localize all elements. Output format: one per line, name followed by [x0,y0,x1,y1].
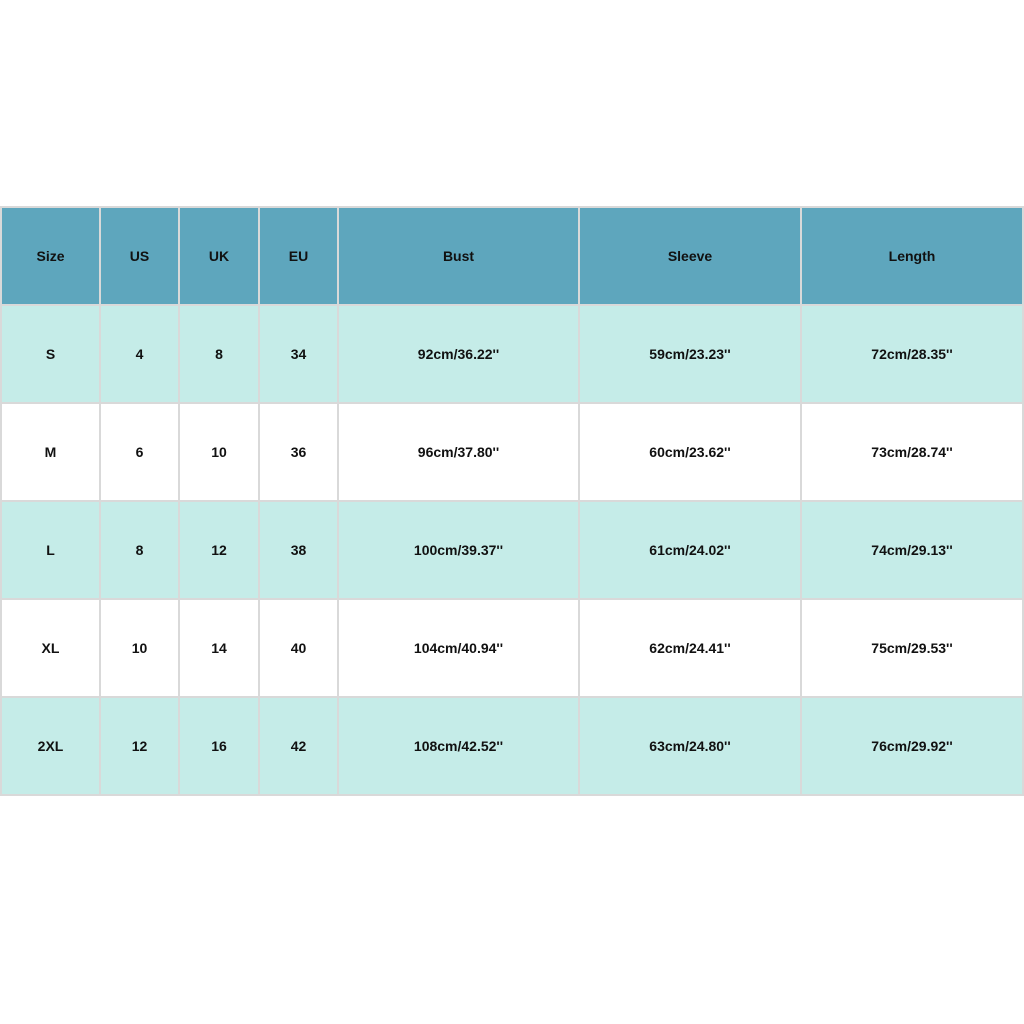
cell-eu: 34 [260,306,337,402]
cell-bust: 108cm/42.52'' [339,698,578,794]
cell-uk: 8 [180,306,258,402]
cell-size: S [2,306,99,402]
cell-eu: 36 [260,404,337,500]
cell-length: 76cm/29.92'' [802,698,1022,794]
cell-eu: 42 [260,698,337,794]
cell-eu: 40 [260,600,337,696]
table-row [2,600,1022,696]
cell-bust: 96cm/37.80'' [339,404,578,500]
size-chart-table [0,206,1024,796]
cell-uk: 12 [180,502,258,598]
cell-length: 75cm/29.53'' [802,600,1022,696]
table-row [2,698,1022,794]
cell-sleeve: 61cm/24.02'' [580,502,800,598]
cell-size: XL [2,600,99,696]
cell-us: 4 [101,306,178,402]
cell-uk: 10 [180,404,258,500]
header-uk: UK [180,208,258,304]
cell-length: 73cm/28.74'' [802,404,1022,500]
cell-bust: 100cm/39.37'' [339,502,578,598]
cell-size: 2XL [2,698,99,794]
cell-sleeve: 63cm/24.80'' [580,698,800,794]
cell-sleeve: 62cm/24.41'' [580,600,800,696]
header-sleeve: Sleeve [580,208,800,304]
table-row [2,306,1022,402]
cell-length: 74cm/29.13'' [802,502,1022,598]
header-us: US [101,208,178,304]
header-bust: Bust [339,208,578,304]
cell-size: L [2,502,99,598]
cell-bust: 92cm/36.22'' [339,306,578,402]
header-length: Length [802,208,1022,304]
cell-bust: 104cm/40.94'' [339,600,578,696]
cell-us: 10 [101,600,178,696]
table-row [2,502,1022,598]
cell-eu: 38 [260,502,337,598]
cell-uk: 16 [180,698,258,794]
cell-uk: 14 [180,600,258,696]
cell-us: 12 [101,698,178,794]
cell-us: 8 [101,502,178,598]
cell-size: M [2,404,99,500]
header-row [2,208,1022,304]
cell-sleeve: 60cm/23.62'' [580,404,800,500]
cell-length: 72cm/28.35'' [802,306,1022,402]
cell-sleeve: 59cm/23.23'' [580,306,800,402]
cell-us: 6 [101,404,178,500]
header-eu: EU [260,208,337,304]
header-size: Size [2,208,99,304]
table-row [2,404,1022,500]
